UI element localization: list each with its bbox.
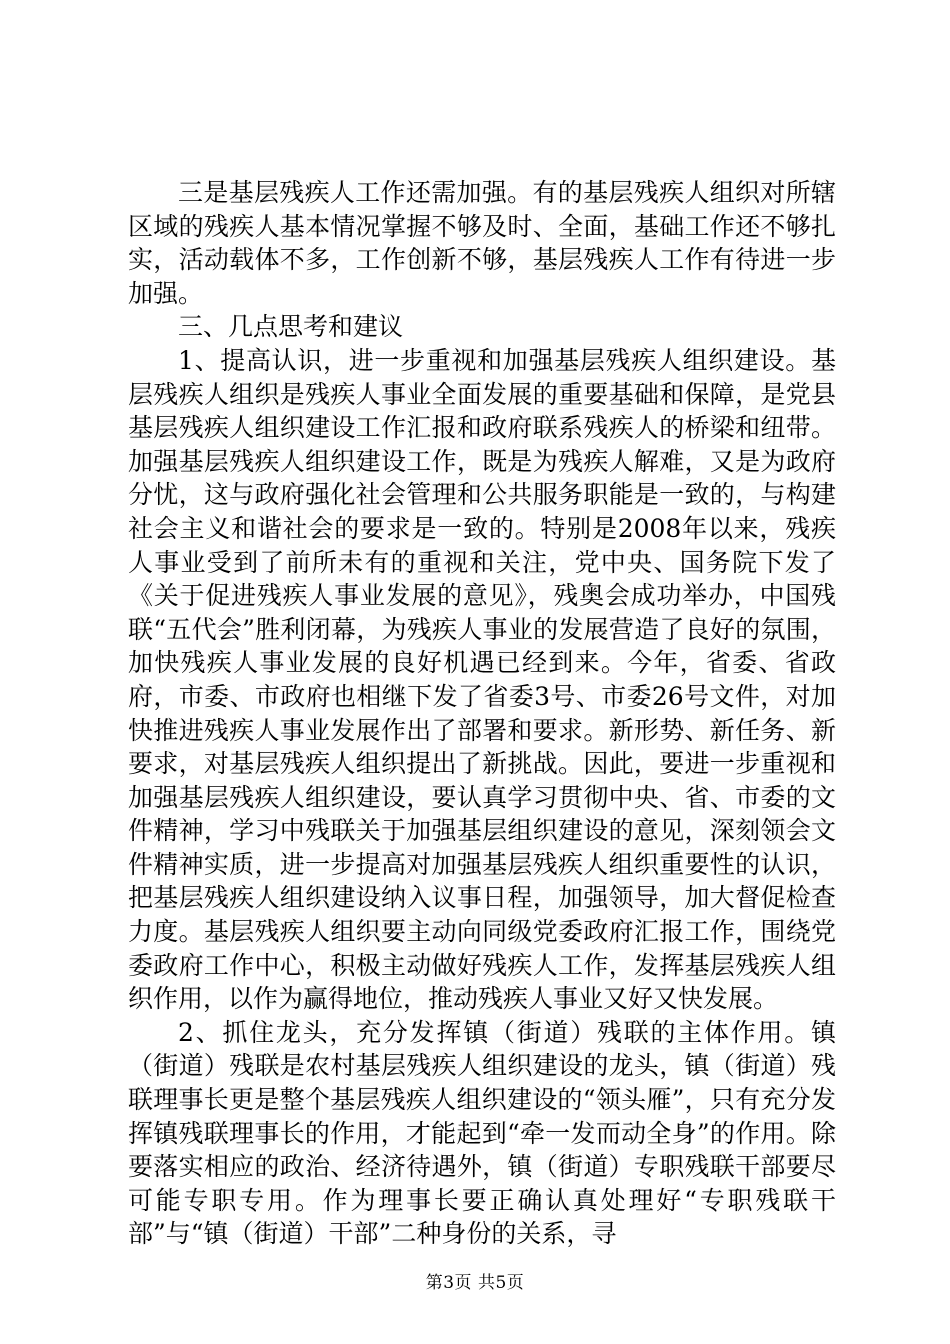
paragraph-grassroots-work: 三是基层残疾人工作还需加强。有的基层残疾人组织对所辖区域的残疾人基本情况掌握不够及时、全面，基础工作还不够扎实，活动载体不多，工作创新不够，基层残疾人工作有待进一步加强。 xyxy=(128,178,836,308)
document-body xyxy=(128,176,836,1251)
paragraph-item-2: 2、抓住龙头，充分发挥镇（街道）残联的主体作用。镇（街道）残联是农村基层残疾人组织建设的龙头，镇（街道）残联理事长更是整个基层残疾人组织建设的“领头雁”，只有充分发挥镇残联理事长的作用，才能起到“牵一发而动全身”的作用。除要落实相应的政治、经济待遇外，镇（街道）专职残联干部要尽可能专职专用。作为理事长要正确认真处理好“专职残联干部”与“镇（街道）干部”二种身份的关系，寻 xyxy=(128,1017,836,1249)
page-footer: 第3页 共5页 xyxy=(425,1273,525,1293)
paragraph-item-1: 1、提高认识，进一步重视和加强基层残疾人组织建设。基层残疾人组织是残疾人事业全面发展的重要基础和保障，是党县基层残疾人组织建设工作汇报和政府联系残疾人的桥梁和纽带。加强基层残疾人组织建设工作，既是为残疾人解难，又是为政府分忧，这与政府强化社会管理和公共服务职能是一致的，与构建社会主义和谐社会的要求是一致的。特别是2008年以来，残疾人事业受到了前所未有的重视和关注，党中央、国务院下发了《关于促进残疾人事业发展的意见》，残奥会成功举办，中国残联“五代会”胜利闭幕，为残疾人事业的发展营造了良好的氛围，加快残疾人事业发展的良好机遇已经到来。今年，省委、省政府，市委、市政府也相继下发了省委3号、市委26号文件，对加快推进残疾人事业发展作出了部署和要求。新形势、新任务、新要求，对基层残疾人组织提出了新挑战。因此，要进一步重视和加强基层残疾人组织建设，要认真学习贯彻中央、省、市委的文件精神，学习中残联关于加强基层组织建设的意见，深刻领会文件精神实质，进一步提高对加强基层残疾人组织重要性的认识，把基层残疾人组织建设纳入议事日程，加强领导，加大督促检查力度。基层残疾人组织要主动向同级党委政府汇报工作，围绕党委政府工作中心，积极主动做好残疾人工作，发挥基层残疾人组织作用，以作为赢得地位，推动残疾人事业又好又快发展。 xyxy=(128,345,836,1014)
section-heading: 三、几点思考和建议 xyxy=(178,312,404,342)
